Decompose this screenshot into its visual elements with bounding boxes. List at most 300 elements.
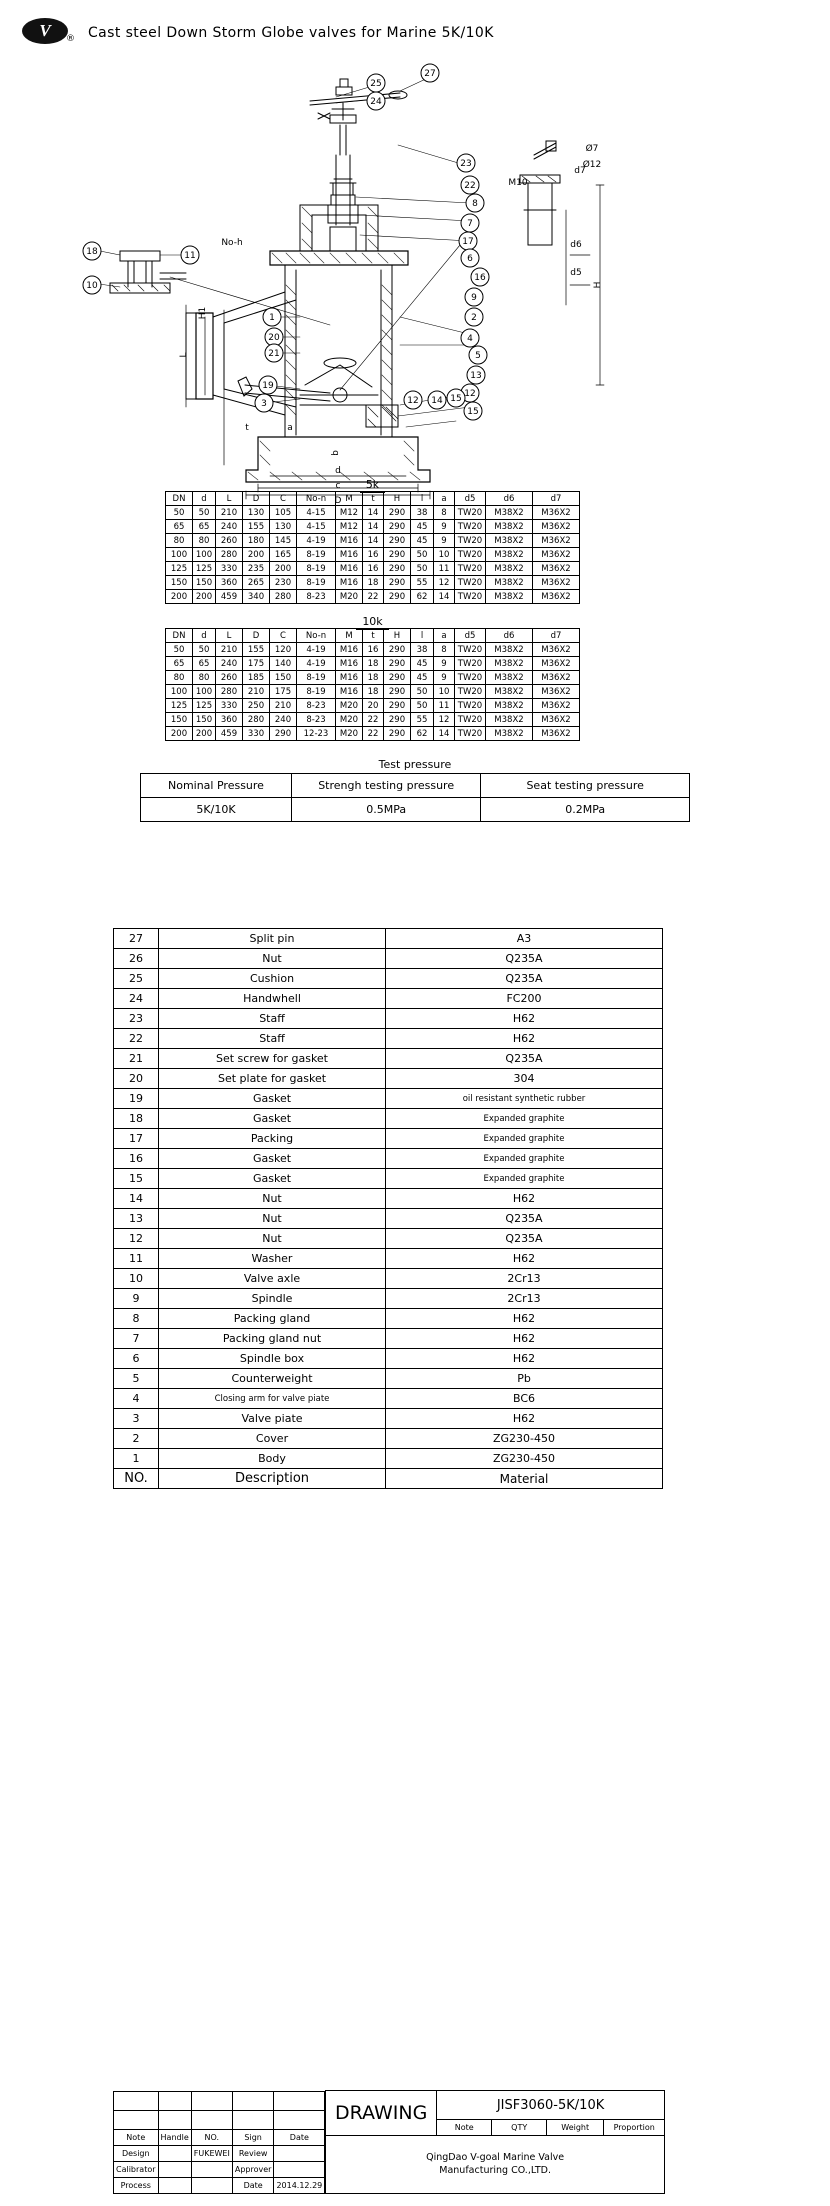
title-block-row — [114, 2145, 325, 2161]
column-header: DN — [166, 629, 193, 643]
table-cell: M38X2 — [486, 548, 533, 562]
column-header: No-n — [297, 492, 336, 506]
list-item — [114, 1069, 663, 1089]
table-cell: 210 — [216, 506, 243, 520]
part-number: 8 — [114, 1309, 159, 1329]
svg-text:2: 2 — [471, 313, 477, 323]
table-cell: 8-23 — [297, 590, 336, 604]
part-description: Set screw for gasket — [159, 1049, 386, 1069]
table-cell: 16 — [363, 643, 384, 657]
title-block-blank-row — [114, 2110, 325, 2129]
column-header: a — [434, 492, 455, 506]
part-material: 2Cr13 — [386, 1289, 663, 1309]
part-material: ZG230-450 — [386, 1429, 663, 1449]
title-block-row — [114, 2177, 325, 2193]
table-cell: 200 — [270, 562, 297, 576]
table-cell: M36X2 — [533, 713, 580, 727]
part-material: Q235A — [386, 1049, 663, 1069]
svg-text:d: d — [335, 466, 341, 476]
svg-text:D: D — [334, 496, 342, 506]
table-cell: 200 — [193, 590, 216, 604]
part-number: 5 — [114, 1369, 159, 1389]
table-cell: TW20 — [455, 685, 486, 699]
column-header: l — [411, 629, 434, 643]
list-item — [114, 1329, 663, 1349]
table-cell: M38X2 — [486, 685, 533, 699]
title-block-row — [114, 2161, 325, 2177]
list-item — [114, 1389, 663, 1409]
table-cell: 175 — [270, 685, 297, 699]
part-description: Cover — [159, 1429, 386, 1449]
part-description: Handwhell — [159, 989, 386, 1009]
table-cell: 165 — [270, 548, 297, 562]
list-item — [114, 1409, 663, 1429]
part-material: Expanded graphite — [386, 1109, 663, 1129]
table-cell: 12 — [434, 713, 455, 727]
table-cell: 150 — [193, 576, 216, 590]
table-cell: 20 — [363, 699, 384, 713]
part-material: 304 — [386, 1069, 663, 1089]
column-header: d6 — [486, 629, 533, 643]
table-cell: 50 — [411, 562, 434, 576]
part-number: 14 — [114, 1189, 159, 1209]
svg-text:a: a — [287, 423, 293, 433]
table-cell: 10 — [434, 548, 455, 562]
part-description: Counterweight — [159, 1369, 386, 1389]
table-cell: 130 — [270, 520, 297, 534]
table-cell: M16 — [336, 643, 363, 657]
list-item — [114, 1429, 663, 1449]
cell — [114, 2110, 159, 2129]
table-cell: M36X2 — [533, 506, 580, 520]
table-cell: TW20 — [455, 727, 486, 741]
title-block-cell: Date — [232, 2177, 274, 2193]
company-logo — [22, 18, 80, 48]
table-cell: 200 — [166, 590, 193, 604]
svg-text:5: 5 — [475, 351, 481, 361]
table-cell: M16 — [336, 562, 363, 576]
title-block-cell: Sign — [232, 2129, 274, 2145]
table-cell: 340 — [243, 590, 270, 604]
table-cell: 265 — [243, 576, 270, 590]
table-cell: 4-15 — [297, 520, 336, 534]
table-cell: 230 — [270, 576, 297, 590]
table-cell: 290 — [384, 657, 411, 671]
part-number: 11 — [114, 1249, 159, 1269]
table-cell: M38X2 — [486, 699, 533, 713]
part-description: Closing arm for valve piate — [159, 1389, 386, 1409]
svg-text:27: 27 — [424, 69, 436, 79]
column-header: d7 — [533, 492, 580, 506]
part-description: Gasket — [159, 1149, 386, 1169]
part-material: H62 — [386, 1009, 663, 1029]
table-cell: 80 — [166, 534, 193, 548]
parts-footer-no: NO. — [114, 1469, 159, 1489]
column-header: l — [411, 492, 434, 506]
table-cell: 125 — [166, 562, 193, 576]
part-number: 10 — [114, 1269, 159, 1289]
title-block-cell — [191, 2177, 232, 2193]
table-cell: 16 — [363, 548, 384, 562]
table-cell: 8-23 — [297, 699, 336, 713]
part-description: Nut — [159, 1209, 386, 1229]
svg-text:d5: d5 — [570, 268, 582, 278]
drawing-word: DRAWING — [326, 2091, 437, 2136]
parts-list-table — [113, 928, 663, 1489]
company-name — [326, 2136, 665, 2194]
table-cell: 0.2MPa — [481, 798, 690, 822]
part-number: 3 — [114, 1409, 159, 1429]
part-material: BC6 — [386, 1389, 663, 1409]
table-cell: 360 — [216, 713, 243, 727]
table-row — [166, 699, 580, 713]
part-description: Valve piate — [159, 1409, 386, 1429]
table-cell: 65 — [166, 520, 193, 534]
table-cell: 8-19 — [297, 548, 336, 562]
table-cell: 150 — [166, 576, 193, 590]
svg-text:23: 23 — [460, 159, 472, 169]
column-header: d6 — [486, 492, 533, 506]
table-cell: 4-19 — [297, 657, 336, 671]
part-material: FC200 — [386, 989, 663, 1009]
svg-text:H1: H1 — [198, 306, 208, 320]
table-cell: M36X2 — [533, 534, 580, 548]
part-material: Q235A — [386, 1229, 663, 1249]
svg-text:Ø7: Ø7 — [585, 144, 599, 154]
column-header: M — [336, 629, 363, 643]
table-10k-block — [165, 615, 580, 741]
svg-text:15: 15 — [450, 394, 462, 404]
part-material: A3 — [386, 929, 663, 949]
svg-text:3: 3 — [261, 399, 267, 409]
part-description: Packing — [159, 1129, 386, 1149]
part-description: Valve axle — [159, 1269, 386, 1289]
part-material: H62 — [386, 1189, 663, 1209]
table-cell: TW20 — [455, 699, 486, 713]
table-cell: 8-19 — [297, 685, 336, 699]
table-cell: 280 — [216, 685, 243, 699]
svg-text:12: 12 — [407, 396, 419, 406]
column-header: d5 — [455, 629, 486, 643]
table-cell: TW20 — [455, 506, 486, 520]
column-header: L — [216, 492, 243, 506]
column-header: No-n — [297, 629, 336, 643]
spec-table-5k — [165, 491, 580, 604]
table-cell: 459 — [216, 727, 243, 741]
svg-text:Ø12: Ø12 — [582, 160, 602, 170]
table-cell: 65 — [166, 657, 193, 671]
table-cell: 210 — [216, 643, 243, 657]
table-5k-caption: 5k — [165, 478, 580, 491]
part-number: 21 — [114, 1049, 159, 1069]
table-cell: M38X2 — [486, 727, 533, 741]
table-cell: M38X2 — [486, 520, 533, 534]
table-cell: 210 — [243, 685, 270, 699]
table-row — [166, 671, 580, 685]
part-material: oil resistant synthetic rubber — [386, 1089, 663, 1109]
svg-text:17: 17 — [462, 237, 474, 247]
list-item — [114, 1089, 663, 1109]
svg-text:M10: M10 — [508, 178, 528, 188]
table-cell: 330 — [216, 699, 243, 713]
title-block-column-header: Proportion — [604, 2120, 665, 2136]
table-cell: 62 — [411, 590, 434, 604]
svg-text:c: c — [335, 481, 341, 491]
table-cell: M36X2 — [533, 671, 580, 685]
svg-text:8: 8 — [472, 199, 478, 209]
part-description: Staff — [159, 1009, 386, 1029]
part-description: Nut — [159, 1189, 386, 1209]
svg-text:L: L — [179, 352, 189, 358]
table-cell: 4-15 — [297, 506, 336, 520]
title-block-cell — [158, 2161, 191, 2177]
title-block-cell — [158, 2177, 191, 2193]
table-cell: M16 — [336, 534, 363, 548]
table-cell: 150 — [166, 713, 193, 727]
part-material: H62 — [386, 1029, 663, 1049]
table-cell: 290 — [384, 520, 411, 534]
title-block-cell: Design — [114, 2145, 159, 2161]
table-cell: 330 — [243, 727, 270, 741]
table-cell: 260 — [216, 671, 243, 685]
table-cell: 140 — [270, 657, 297, 671]
table-cell: M36X2 — [533, 590, 580, 604]
table-cell: 290 — [384, 534, 411, 548]
table-cell: 5K/10K — [141, 798, 292, 822]
table-cell: M38X2 — [486, 534, 533, 548]
part-description: Gasket — [159, 1169, 386, 1189]
table-cell: 18 — [363, 671, 384, 685]
table-cell: 22 — [363, 727, 384, 741]
table-cell: M16 — [336, 657, 363, 671]
title-block-cell: FUKEWEI — [191, 2145, 232, 2161]
list-item — [114, 1129, 663, 1149]
part-material: Q235A — [386, 949, 663, 969]
table-cell: 235 — [243, 562, 270, 576]
title-block-cell: Handle — [158, 2129, 191, 2145]
part-description: Packing gland nut — [159, 1329, 386, 1349]
part-number: 13 — [114, 1209, 159, 1229]
table-cell: 14 — [434, 590, 455, 604]
svg-text:No-h: No-h — [221, 238, 243, 248]
title-block-cell: Calibrator — [114, 2161, 159, 2177]
part-description: Staff — [159, 1029, 386, 1049]
table-cell: M36X2 — [533, 685, 580, 699]
table-cell: 290 — [384, 671, 411, 685]
table-cell: 280 — [270, 590, 297, 604]
list-item — [114, 1009, 663, 1029]
logo-letter: V — [39, 21, 51, 40]
list-item — [114, 929, 663, 949]
table-cell: 65 — [193, 520, 216, 534]
table-cell: M36X2 — [533, 576, 580, 590]
table-cell: 50 — [193, 643, 216, 657]
part-number: 26 — [114, 949, 159, 969]
test-pressure-title: Test pressure — [378, 758, 452, 771]
list-item — [114, 1049, 663, 1069]
table-cell: 9 — [434, 657, 455, 671]
table-cell: 45 — [411, 657, 434, 671]
part-number: 27 — [114, 929, 159, 949]
table-cell: TW20 — [455, 643, 486, 657]
table-cell: TW20 — [455, 590, 486, 604]
table-cell: TW20 — [455, 534, 486, 548]
table-cell: M20 — [336, 699, 363, 713]
list-item — [114, 1109, 663, 1129]
table-cell: 12 — [434, 576, 455, 590]
cell — [232, 2091, 274, 2110]
table-cell: 45 — [411, 520, 434, 534]
table-cell: 18 — [363, 657, 384, 671]
list-item — [114, 949, 663, 969]
title-block-row — [114, 2129, 325, 2145]
table-cell: 22 — [363, 713, 384, 727]
title-block-cell — [191, 2161, 232, 2177]
table-cell: 12-23 — [297, 727, 336, 741]
table-cell: 280 — [216, 548, 243, 562]
company-line-2: Manufacturing CO.,LTD. — [439, 2164, 551, 2176]
table-cell: M36X2 — [533, 548, 580, 562]
table-cell: TW20 — [455, 713, 486, 727]
table-cell: 16 — [363, 562, 384, 576]
title-block-cell: Date — [274, 2129, 325, 2145]
table-cell: 100 — [193, 685, 216, 699]
table-cell: M20 — [336, 713, 363, 727]
table-cell: M20 — [336, 727, 363, 741]
table-cell: 22 — [363, 590, 384, 604]
table-cell: 11 — [434, 699, 455, 713]
table-cell: 55 — [411, 576, 434, 590]
part-description: Nut — [159, 949, 386, 969]
part-description: Gasket — [159, 1089, 386, 1109]
part-material: H62 — [386, 1309, 663, 1329]
table-row — [166, 657, 580, 671]
column-header: D — [243, 492, 270, 506]
svg-text:d7: d7 — [574, 166, 586, 176]
table-cell: M20 — [336, 590, 363, 604]
svg-text:24: 24 — [370, 97, 382, 107]
column-header: C — [270, 629, 297, 643]
column-header: a — [434, 629, 455, 643]
table-cell: 240 — [270, 713, 297, 727]
part-description: Cushion — [159, 969, 386, 989]
column-header: C — [270, 492, 297, 506]
table-cell: 100 — [166, 685, 193, 699]
table-cell: 8 — [434, 506, 455, 520]
part-description: Washer — [159, 1249, 386, 1269]
table-cell: 55 — [411, 713, 434, 727]
table-cell: 8-19 — [297, 576, 336, 590]
column-header: t — [363, 629, 384, 643]
table-cell: 11 — [434, 562, 455, 576]
part-material: Q235A — [386, 1209, 663, 1229]
table-cell: 18 — [363, 685, 384, 699]
table-cell: 14 — [363, 506, 384, 520]
table-cell: 50 — [411, 548, 434, 562]
column-header: d5 — [455, 492, 486, 506]
table-cell: 50 — [166, 506, 193, 520]
table-cell: 290 — [384, 576, 411, 590]
part-number: 1 — [114, 1449, 159, 1469]
title-block-cell — [158, 2145, 191, 2161]
table-cell: 175 — [243, 657, 270, 671]
svg-text:20: 20 — [268, 333, 280, 343]
table-cell: TW20 — [455, 548, 486, 562]
table-cell: 14 — [434, 727, 455, 741]
table-cell: M38X2 — [486, 576, 533, 590]
part-number: 20 — [114, 1069, 159, 1089]
table-cell: M36X2 — [533, 699, 580, 713]
table-cell: 360 — [216, 576, 243, 590]
part-description: Spindle — [159, 1289, 386, 1309]
table-cell: 155 — [243, 520, 270, 534]
svg-text:4: 4 — [467, 334, 473, 344]
table-row — [166, 562, 580, 576]
cell — [274, 2091, 325, 2110]
table-cell: M36X2 — [533, 727, 580, 741]
part-material: Expanded graphite — [386, 1169, 663, 1189]
svg-text:15: 15 — [467, 407, 479, 417]
parts-footer-row — [114, 1469, 663, 1489]
title-block — [113, 2090, 665, 2194]
part-number: 18 — [114, 1109, 159, 1129]
svg-text:25: 25 — [370, 79, 382, 89]
title-block-table — [113, 2090, 665, 2194]
table-header-row — [141, 774, 690, 798]
table-row — [166, 713, 580, 727]
table-cell: 8-19 — [297, 562, 336, 576]
table-cell: M38X2 — [486, 657, 533, 671]
svg-text:10: 10 — [86, 281, 98, 291]
table-cell: M16 — [336, 671, 363, 685]
column-header: H — [384, 492, 411, 506]
column-header: Seat testing pressure — [481, 774, 690, 798]
part-number: 7 — [114, 1329, 159, 1349]
list-item — [114, 1349, 663, 1369]
parts-list-block — [113, 928, 665, 1489]
table-row — [166, 727, 580, 741]
table-cell: M38X2 — [486, 671, 533, 685]
title-block-cell: Review — [232, 2145, 274, 2161]
column-header: t — [363, 492, 384, 506]
table-cell: 150 — [193, 713, 216, 727]
svg-text:11: 11 — [184, 251, 196, 261]
table-cell: 210 — [270, 699, 297, 713]
table-cell: 290 — [384, 643, 411, 657]
list-item — [114, 1189, 663, 1209]
table-cell: 200 — [166, 727, 193, 741]
table-cell: 250 — [243, 699, 270, 713]
svg-text:22: 22 — [464, 181, 476, 191]
table-cell: 100 — [166, 548, 193, 562]
title-block-cell — [274, 2145, 325, 2161]
svg-text:7: 7 — [467, 219, 473, 229]
title-block-cell: Process — [114, 2177, 159, 2193]
part-material: ZG230-450 — [386, 1449, 663, 1469]
table-cell: TW20 — [455, 576, 486, 590]
table-cell: 62 — [411, 727, 434, 741]
table-cell: 38 — [411, 506, 434, 520]
table-cell: 290 — [384, 562, 411, 576]
company-line-1: QingDao V-goal Marine Valve — [426, 2151, 565, 2163]
table-cell: TW20 — [455, 562, 486, 576]
page-title: Cast steel Down Storm Globe valves for Marine 5K/10K — [88, 25, 494, 41]
table-row — [166, 506, 580, 520]
table-cell: 18 — [363, 576, 384, 590]
svg-text:18: 18 — [86, 247, 98, 257]
table-cell: 290 — [384, 685, 411, 699]
list-item — [114, 1229, 663, 1249]
